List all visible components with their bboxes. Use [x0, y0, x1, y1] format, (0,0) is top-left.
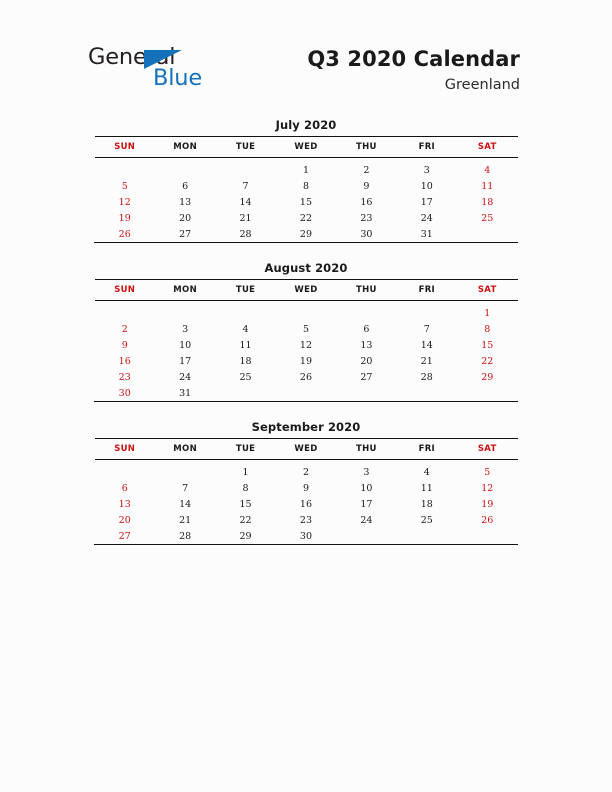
- day-cell[interactable]: 26: [299, 371, 313, 383]
- day-cell[interactable]: 18: [420, 498, 433, 510]
- day-cell[interactable]: 20: [179, 212, 192, 224]
- empty-day-cell: [336, 528, 396, 545]
- day-cell[interactable]: 12: [481, 482, 494, 494]
- week-row: [95, 512, 518, 528]
- day-cell[interactable]: 9: [121, 339, 128, 351]
- day-cell[interactable]: 4: [484, 164, 491, 176]
- day-cell[interactable]: 5: [302, 323, 309, 335]
- day-cell[interactable]: 1: [302, 164, 309, 176]
- empty-day-cell: [215, 385, 275, 402]
- day-cell[interactable]: 12: [118, 196, 131, 208]
- day-cell[interactable]: 8: [242, 482, 249, 494]
- weekday-header-sun: SUN: [95, 137, 155, 158]
- empty-day-cell: [397, 385, 457, 402]
- day-cell[interactable]: 3: [423, 164, 430, 176]
- day-cell[interactable]: 5: [484, 466, 491, 478]
- empty-day-cell: [397, 305, 457, 321]
- weekday-header-sat: SAT: [457, 280, 517, 301]
- week-row: [95, 337, 518, 353]
- day-cell[interactable]: 13: [118, 498, 131, 510]
- day-cell[interactable]: 27: [95, 528, 155, 545]
- month-table: [94, 279, 518, 402]
- day-cell[interactable]: 27: [360, 371, 373, 383]
- weekday-header-sun: SUN: [95, 280, 155, 301]
- week-row: [95, 496, 518, 512]
- day-cell[interactable]: 21: [239, 212, 252, 224]
- page-header: [0, 0, 612, 118]
- day-cell[interactable]: 28: [155, 528, 215, 545]
- day-cell[interactable]: 7: [182, 482, 189, 494]
- calendar-months-container: [94, 118, 518, 563]
- weekday-header-mon: MON: [155, 280, 215, 301]
- weekday-header-tue: TUE: [215, 137, 275, 158]
- day-cell[interactable]: 23: [299, 514, 313, 526]
- day-cell[interactable]: 6: [121, 482, 128, 494]
- week-row: [95, 321, 518, 337]
- day-cell[interactable]: 15: [481, 339, 494, 351]
- week-row: [95, 305, 518, 321]
- day-cell[interactable]: 9: [302, 482, 309, 494]
- day-cell[interactable]: 5: [121, 180, 128, 192]
- month-table: [94, 136, 518, 243]
- day-cell[interactable]: 14: [239, 196, 252, 208]
- day-cell[interactable]: 18: [239, 355, 252, 367]
- day-cell[interactable]: 11: [481, 180, 494, 192]
- month-title: July 2020: [275, 118, 337, 132]
- day-cell[interactable]: 10: [420, 180, 433, 192]
- empty-day-cell: [95, 464, 155, 480]
- day-cell[interactable]: 28: [420, 371, 433, 383]
- empty-day-cell: [215, 162, 275, 178]
- day-cell[interactable]: 23: [360, 212, 373, 224]
- day-cell[interactable]: 19: [299, 355, 313, 367]
- weekday-header-sat: SAT: [457, 137, 517, 158]
- day-cell[interactable]: 3: [363, 466, 370, 478]
- weekday-header-tue: TUE: [215, 439, 275, 460]
- weekday-header-thu: THU: [336, 137, 396, 158]
- week-row: [95, 480, 518, 496]
- weekday-header-sat: SAT: [457, 439, 517, 460]
- day-cell[interactable]: 24: [179, 371, 192, 383]
- weekday-header-wed: WED: [276, 137, 336, 158]
- week-row: [95, 194, 518, 210]
- day-cell[interactable]: 29: [481, 371, 494, 383]
- empty-day-cell: [155, 464, 215, 480]
- day-cell[interactable]: 20: [360, 355, 373, 367]
- empty-day-cell: [457, 385, 517, 402]
- week-row: [95, 162, 518, 178]
- empty-day-cell: [155, 162, 215, 178]
- day-cell[interactable]: 11: [239, 339, 252, 351]
- day-cell[interactable]: 6: [182, 180, 189, 192]
- empty-day-cell: [457, 226, 517, 243]
- weekday-header-fri: FRI: [397, 280, 457, 301]
- day-cell[interactable]: 16: [360, 196, 373, 208]
- day-cell[interactable]: 26: [481, 514, 494, 526]
- empty-day-cell: [215, 305, 275, 321]
- day-cell[interactable]: 10: [179, 339, 192, 351]
- day-cell[interactable]: 6: [363, 323, 370, 335]
- empty-day-cell: [336, 385, 396, 402]
- weekday-header-wed: WED: [276, 280, 336, 301]
- day-cell[interactable]: 22: [299, 212, 313, 224]
- day-cell[interactable]: 12: [299, 339, 313, 351]
- weekday-header-wed: WED: [276, 439, 336, 460]
- weekday-header-row: [95, 280, 518, 301]
- day-cell[interactable]: 24: [420, 212, 433, 224]
- logo-text-blue: Blue: [153, 65, 202, 91]
- day-cell[interactable]: 14: [420, 339, 433, 351]
- empty-day-cell: [95, 305, 155, 321]
- empty-day-cell: [95, 162, 155, 178]
- day-cell[interactable]: 3: [182, 323, 189, 335]
- empty-day-cell: [155, 305, 215, 321]
- month-title: September 2020: [251, 420, 361, 434]
- day-cell[interactable]: 21: [420, 355, 433, 367]
- day-cell[interactable]: 7: [242, 180, 249, 192]
- page-subtitle-region: Greenland: [444, 76, 520, 93]
- day-cell[interactable]: 8: [302, 180, 309, 192]
- week-row: [95, 353, 518, 369]
- day-cell[interactable]: 2: [302, 466, 309, 478]
- day-cell[interactable]: 4: [242, 323, 249, 335]
- day-cell[interactable]: 15: [299, 196, 313, 208]
- generalblue-logo[interactable]: [88, 46, 238, 94]
- empty-day-cell: [276, 305, 336, 321]
- week-row: [95, 226, 518, 243]
- month-block: [94, 118, 518, 243]
- day-cell[interactable]: 19: [118, 212, 131, 224]
- day-cell[interactable]: 25: [239, 371, 252, 383]
- weekday-header-thu: THU: [336, 439, 396, 460]
- day-cell[interactable]: 29: [215, 528, 275, 545]
- day-cell[interactable]: 17: [420, 196, 433, 208]
- day-cell[interactable]: 30: [336, 226, 396, 243]
- day-cell[interactable]: 20: [118, 514, 131, 526]
- day-cell[interactable]: 22: [481, 355, 494, 367]
- logo-text-general: General: [88, 44, 176, 70]
- weekday-header-fri: FRI: [397, 137, 457, 158]
- day-cell[interactable]: 1: [484, 307, 491, 319]
- day-cell[interactable]: 30: [276, 528, 336, 545]
- day-cell[interactable]: 18: [481, 196, 494, 208]
- day-cell[interactable]: 13: [179, 196, 192, 208]
- week-row: [95, 464, 518, 480]
- day-cell[interactable]: 17: [179, 355, 192, 367]
- day-cell[interactable]: 8: [484, 323, 491, 335]
- day-cell[interactable]: 21: [179, 514, 192, 526]
- day-cell[interactable]: 16: [118, 355, 131, 367]
- day-cell[interactable]: 27: [155, 226, 215, 243]
- empty-day-cell: [336, 305, 396, 321]
- day-cell[interactable]: 10: [360, 482, 373, 494]
- day-cell[interactable]: 13: [360, 339, 373, 351]
- day-cell[interactable]: 28: [215, 226, 275, 243]
- month-block: [94, 420, 518, 545]
- day-cell[interactable]: 2: [363, 164, 370, 176]
- week-row: [95, 385, 518, 402]
- day-cell[interactable]: 25: [481, 212, 494, 224]
- month-block: [94, 261, 518, 402]
- day-cell[interactable]: 29: [276, 226, 336, 243]
- day-cell[interactable]: 7: [423, 323, 430, 335]
- weekday-header-sun: SUN: [95, 439, 155, 460]
- day-cell[interactable]: 4: [423, 466, 430, 478]
- empty-day-cell: [397, 528, 457, 545]
- week-row: [95, 210, 518, 226]
- day-cell[interactable]: 30: [95, 385, 155, 402]
- day-cell[interactable]: 23: [118, 371, 131, 383]
- day-cell[interactable]: 15: [239, 498, 252, 510]
- weekday-header-row: [95, 137, 518, 158]
- empty-day-cell: [457, 528, 517, 545]
- empty-day-cell: [276, 385, 336, 402]
- weekday-header-fri: FRI: [397, 439, 457, 460]
- weekday-header-tue: TUE: [215, 280, 275, 301]
- month-title: August 2020: [264, 261, 348, 275]
- day-cell[interactable]: 24: [360, 514, 373, 526]
- day-cell[interactable]: 11: [420, 482, 433, 494]
- title-block: [307, 48, 520, 96]
- page-title: Q3 2020 Calendar: [307, 47, 520, 71]
- day-cell[interactable]: 25: [420, 514, 433, 526]
- day-cell[interactable]: 9: [363, 180, 370, 192]
- day-cell[interactable]: 19: [481, 498, 494, 510]
- day-cell[interactable]: 31: [155, 385, 215, 402]
- week-row: [95, 369, 518, 385]
- week-row: [95, 528, 518, 545]
- day-cell[interactable]: 22: [239, 514, 252, 526]
- day-cell[interactable]: 14: [179, 498, 192, 510]
- week-row: [95, 178, 518, 194]
- day-cell[interactable]: 2: [121, 323, 128, 335]
- month-table: [94, 438, 518, 545]
- day-cell[interactable]: 17: [360, 498, 373, 510]
- day-cell[interactable]: 16: [299, 498, 313, 510]
- day-cell[interactable]: 1: [242, 466, 249, 478]
- weekday-header-row: [95, 439, 518, 460]
- weekday-header-thu: THU: [336, 280, 396, 301]
- day-cell[interactable]: 26: [95, 226, 155, 243]
- weekday-header-mon: MON: [155, 137, 215, 158]
- weekday-header-mon: MON: [155, 439, 215, 460]
- day-cell[interactable]: 31: [397, 226, 457, 243]
